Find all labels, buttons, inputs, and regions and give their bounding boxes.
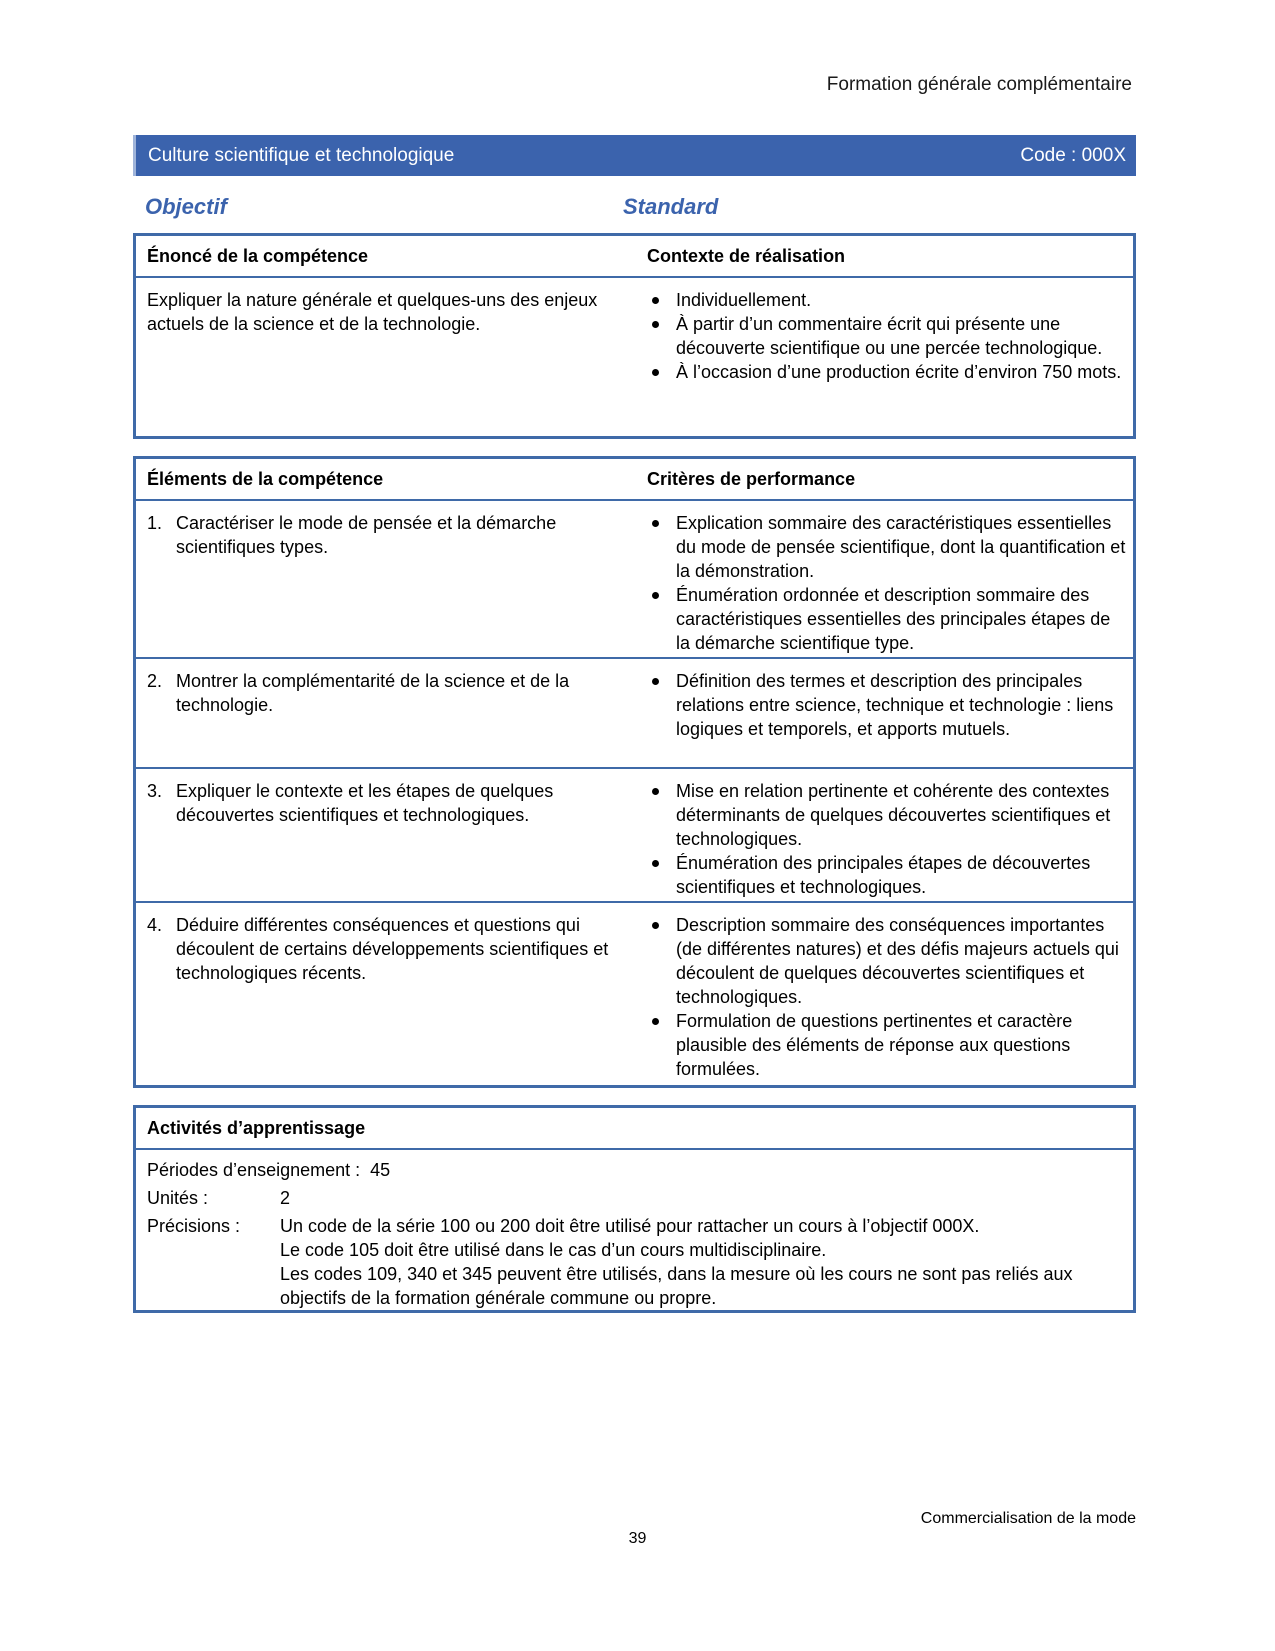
element-number: 1. (147, 513, 163, 533)
page-number: 39 (628, 1530, 647, 1547)
list-item: Individuellement. (647, 288, 1127, 312)
unites-line (147, 1186, 1122, 1210)
title-band (133, 135, 1136, 176)
elements-header-left: Éléments de la compétence (147, 468, 384, 489)
unites-value: 2 (280, 1188, 291, 1208)
activites-header-title: Activités d’apprentissage (147, 1117, 366, 1138)
element-number: 4. (147, 915, 163, 935)
list-item: Formulation de questions pertinentes et caractère plausible des éléments de réponse aux questions formulées. (647, 1009, 1127, 1081)
list-item: Énumération ordonnée et description sommaire des caractéristiques essentielles des principales étapes de la démarche scientifique type. (647, 583, 1127, 655)
course-code: Code : 000X (1020, 145, 1126, 166)
precision-item: Le code 105 doit être utilisé dans le cas d’un cours multidisciplinaire. (280, 1240, 827, 1260)
activites-box (133, 1105, 1136, 1313)
enonce-row (136, 278, 1133, 384)
footer-program: Commercialisation de la mode (920, 1510, 1136, 1527)
element-text: Montrer la complémentarité de la science et de la technologie. (176, 671, 570, 715)
element-number: 2. (147, 671, 163, 691)
course-title: Culture scientifique et technologique (148, 145, 455, 166)
elements-header (136, 459, 1133, 501)
list-item: Énumération des principales étapes de découvertes scientifiques et technologiques. (647, 851, 1127, 899)
list-item: À partir d’un commentaire écrit qui présente une découverte scientifique ou une percée technologique. (647, 312, 1127, 360)
element-text: Expliquer le contexte et les étapes de quelques découvertes scientifiques et technologiques. (176, 781, 554, 825)
list-item: Mise en relation pertinente et cohérente des contextes déterminants de quelques découvertes scientifiques et technologiques. (647, 779, 1127, 851)
enonce-header-right: Contexte de réalisation (647, 245, 846, 266)
periodes-label: Périodes d’enseignement : (147, 1160, 361, 1180)
running-head: Formation générale complémentaire (826, 74, 1132, 95)
contexte-list (647, 288, 1127, 384)
precisions-label: Précisions : (147, 1216, 241, 1236)
enonce-text: Expliquer la nature générale et quelques-uns des enjeux actuels de la science et de la technologie. (147, 290, 598, 334)
table-row (136, 501, 1133, 659)
list-item: Description sommaire des conséquences importantes (de différentes natures) et des défis majeurs actuels qui découlent de quelques découvertes scientifiques et technologiques. (647, 913, 1127, 1009)
list-item: Définition des termes et description des principales relations entre science, technique et technologie : liens logiques et temporels, et apports mutuels. (647, 669, 1127, 741)
elements-box (133, 456, 1136, 1088)
table-row (136, 903, 1133, 1081)
standard-label: Standard (623, 194, 719, 219)
precision-item: Les codes 109, 340 et 345 peuvent être utilisés, dans la mesure où les cours ne sont pas reliés aux objectifs de la formation générale commune ou propre. (280, 1264, 1073, 1308)
list-item: À l’occasion d’une production écrite d’environ 750 mots. (647, 360, 1127, 384)
objectif-label: Objectif (145, 194, 227, 219)
precisions-line (147, 1214, 1122, 1310)
table-row (136, 659, 1133, 769)
enonce-header (136, 236, 1133, 278)
enonce-header-left: Énoncé de la compétence (147, 245, 369, 266)
periodes-value: 45 (370, 1160, 391, 1180)
element-number: 3. (147, 781, 163, 801)
list-item: Explication sommaire des caractéristiques essentielles du mode de pensée scientifique, dont la quantification et la démonstration. (647, 511, 1127, 583)
element-text: Déduire différentes conséquences et questions qui découlent de certains développements scientifiques et technologiques récents. (176, 915, 609, 983)
element-text: Caractériser le mode de pensée et la démarche scientifiques types. (176, 513, 557, 557)
table-row (136, 769, 1133, 903)
precision-item: Un code de la série 100 ou 200 doit être utilisé pour rattacher un cours à l’objectif 000X. (280, 1216, 980, 1236)
elements-header-right: Critères de performance (647, 468, 856, 489)
periodes-line (147, 1158, 1122, 1182)
enonce-box (133, 233, 1136, 439)
unites-label: Unités : (147, 1188, 209, 1208)
activites-header (136, 1108, 1133, 1150)
